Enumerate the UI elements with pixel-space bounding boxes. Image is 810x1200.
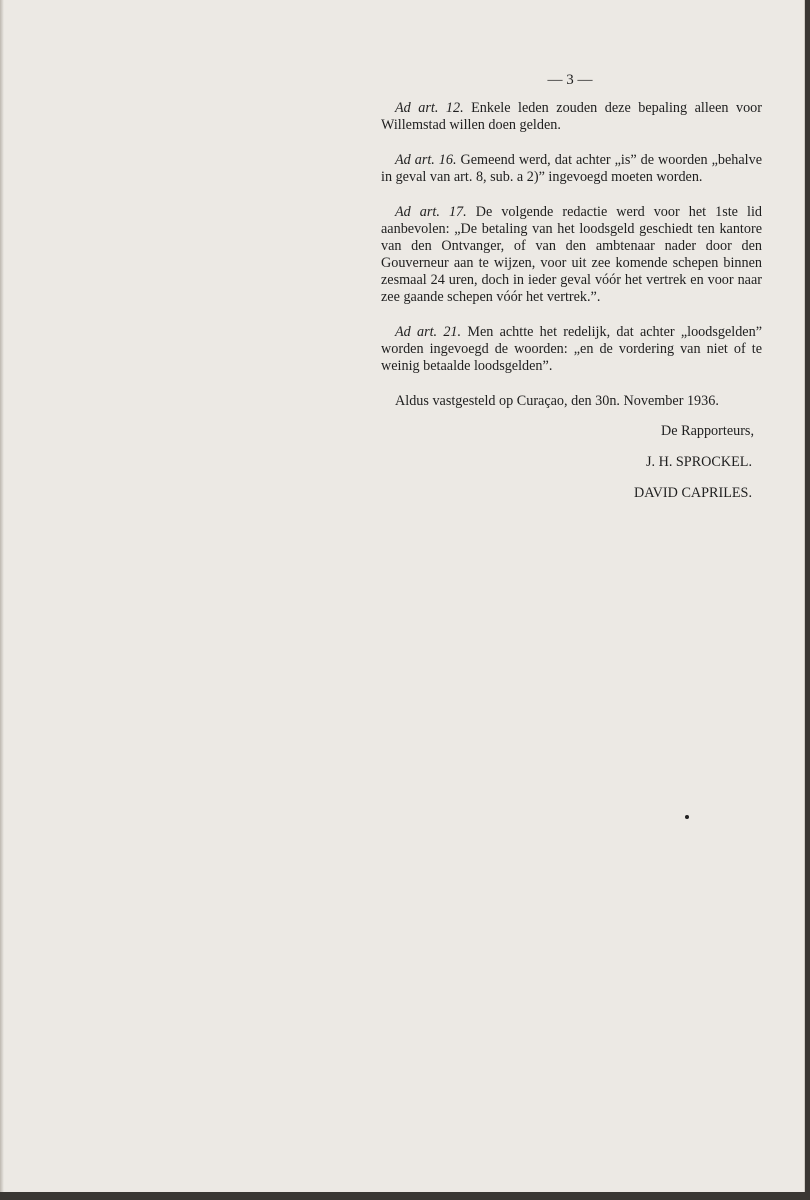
closing-statement: Aldus vastgesteld op Curaçao, den 30n. November 1936.: [395, 393, 719, 409]
paragraph-art-17: [381, 204, 762, 306]
article-label: Ad art. 17.: [395, 204, 476, 220]
article-label: Ad art. 16.: [395, 152, 461, 168]
page-edge-shadow: [0, 0, 4, 1192]
paragraph-art-21: [381, 324, 762, 375]
signature-title: De Rapporteurs,: [661, 423, 754, 439]
paragraph-text: Gemeend werd, dat achter „is” de woorden „behalve in geval van art. 8, sub. a 2)” ingevoegd moeten worden.: [381, 152, 762, 185]
paragraph-text: De volgende redactie werd voor het 1ste lid aanbevolen: „De betaling van het loodsgeld geschiedt ten kantore van den Ontvanger, of van den ambtenaar nader door den Gouverneur aan te wijzen, voor uit zee komende schepen binnen zesmaal 24 uren, doch in ieder geval vóór het vertrek en voor naar zee gaande schepen vóór het vertrek.”.: [381, 204, 762, 305]
paragraph-text: Enkele leden zouden deze bepaling alleen voor Willemstad willen doen gelden.: [381, 100, 762, 133]
text-column: [381, 100, 762, 516]
paragraph-text: Men achtte het redelijk, dat achter „loodsgelden” worden ingevoegd de woorden: „en de vordering van niet of te weinig betaalde loodsgelden”.: [381, 324, 762, 374]
article-label: Ad art. 12.: [395, 100, 472, 116]
paragraph-art-12: [381, 100, 762, 134]
signature-name: J. H. SPROCKEL.: [645, 454, 752, 470]
signature-name: DAVID CAPRILES.: [634, 485, 752, 501]
ink-speck: [685, 815, 689, 819]
article-label: Ad art. 21.: [395, 324, 468, 340]
page-number: — 3 —: [547, 72, 593, 88]
paragraph-art-16: [381, 152, 762, 186]
